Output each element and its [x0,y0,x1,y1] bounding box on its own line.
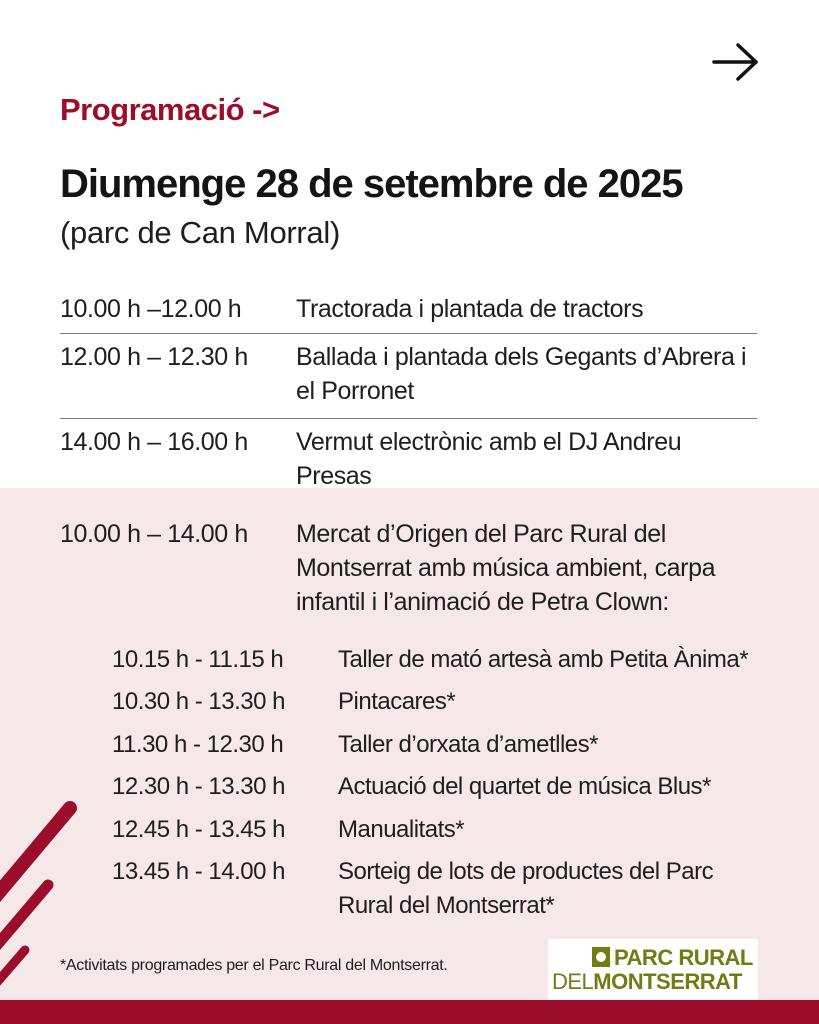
activity-description: Actuació del quartet de música Blus* [338,773,711,800]
page-title: Diumenge 28 de setembre de 2025 [60,162,683,206]
row-divider [60,418,757,419]
activity-description: Pintacares* [338,688,456,715]
schedule-time: 14.00 h – 16.00 h [60,428,248,456]
activity-description: Taller d’orxata d’ametlles* [338,731,598,758]
activity-time: 12.45 h - 13.45 h [112,816,285,843]
footnote: *Activitats programades per el Parc Rural del Montserrat. [60,957,448,974]
schedule-description: Vermut electrònic amb el DJ Andreu Presas [296,428,682,490]
bottom-accent-bar [0,1000,819,1024]
logo-text-line1: PARC RURAL [614,945,753,970]
activity-time: 10.30 h - 13.30 h [112,688,285,715]
activity-time: 12.30 h - 13.30 h [112,773,285,800]
schedule-description: Tractorada i plantada de tractors [296,295,644,323]
activity-time: 10.15 h - 11.15 h [112,646,284,673]
section-kicker: Programació -> [60,92,280,127]
activity-time: 13.45 h - 14.00 h [112,858,285,885]
logo-text-del: DEL [552,969,594,994]
row-divider [60,333,757,334]
schedule-time: 10.00 h –12.00 h [60,295,242,323]
activity-time: 11.30 h - 12.30 h [112,731,284,758]
activity-description: Sorteig de lots de productes del Parc Rural del Montserrat* [338,858,714,919]
activity-description: Taller de mató artesà amb Petita Ànima* [338,646,749,673]
market-time: 10.00 h – 14.00 h [60,520,248,548]
logo-mark-icon [592,947,610,967]
location-subtitle: (parc de Can Morral) [60,215,340,250]
arrow-right-icon[interactable] [710,40,762,84]
activity-description: Manualitats* [338,816,465,843]
market-description: Mercat d’Origen del Parc Rural del Montserrat amb música ambient, carpa infantil i l’animació de Petra Clown: [296,520,716,616]
schedule-description: Ballada i plantada dels Gegants d’Abrera i el Porronet [296,343,747,405]
logo-text-montserrat: MONTSERRAT [593,969,742,994]
parc-rural-logo [548,939,758,1000]
logo-text-line2 [552,969,742,995]
schedule-time: 12.00 h – 12.30 h [60,343,248,371]
